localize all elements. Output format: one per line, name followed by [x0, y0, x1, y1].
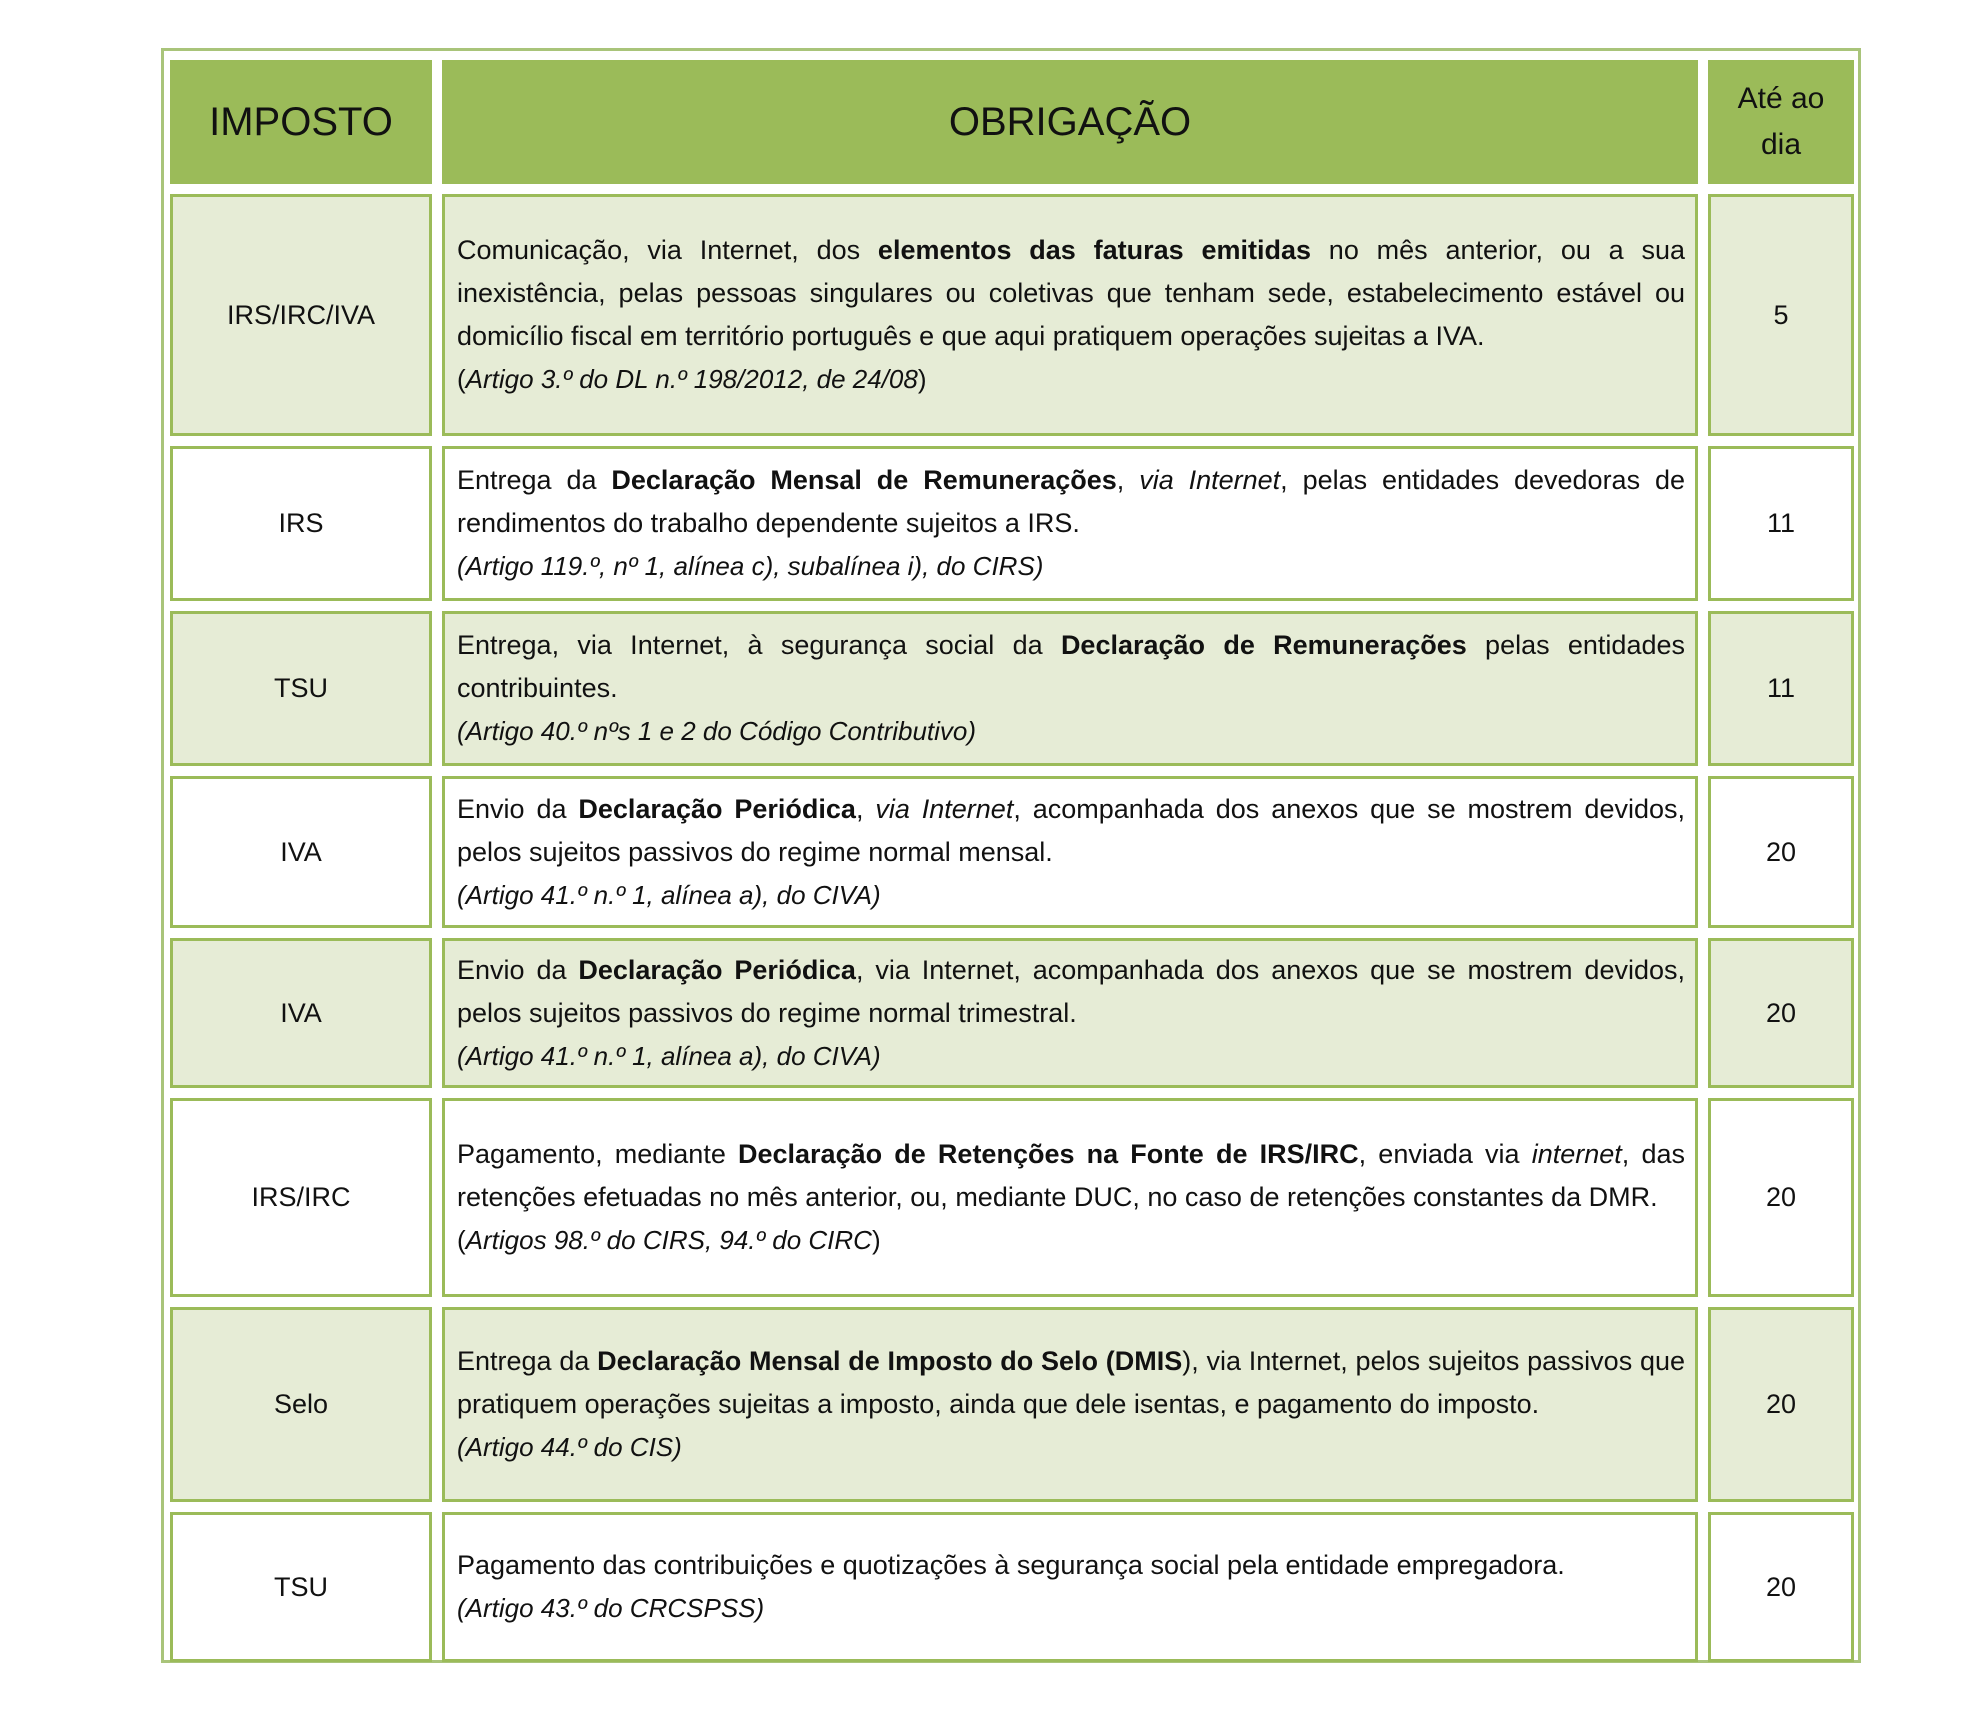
- due-day-cell: 11: [1708, 446, 1854, 601]
- text-segment: , via Internet, acompanhada dos anexos que se mostrem devidos, pelos sujeitos passivos do regime normal trimestral.: [457, 954, 1685, 1028]
- header-imposto: IMPOSTO: [170, 60, 432, 184]
- text-segment: (Artigo 44.º do CIS): [457, 1432, 682, 1462]
- obrigacao-cell: [442, 1512, 1698, 1662]
- imposto-cell: IVA: [170, 938, 432, 1088]
- text-segment: ,: [1116, 465, 1140, 495]
- imposto-cell: IRS/IRC/IVA: [170, 194, 432, 436]
- text-segment: (Artigo 41.º n.º 1, alínea a), do CIVA): [457, 879, 881, 910]
- text-segment: (Artigo 119.º, nº 1, alínea c), subalínea i), do CIRS): [457, 551, 1044, 581]
- imposto-cell: IVA: [170, 776, 432, 928]
- text-segment: Declaração Periódica: [578, 793, 856, 824]
- text-segment: ): [917, 364, 927, 394]
- text-segment: Entrega, via Internet, à segurança social da: [457, 630, 1061, 660]
- obligation-description: [457, 235, 1685, 351]
- legal-reference: [457, 1219, 1685, 1262]
- tax-obligations-table: [160, 50, 1864, 1672]
- text-segment: Declaração Mensal de Imposto do Selo (DMIS: [597, 1346, 1183, 1376]
- header-ate-ao-dia: [1708, 60, 1854, 184]
- table-row: [170, 776, 1854, 928]
- text-segment: Artigos 98.º do CIRS, 94.º do CIRC: [465, 1225, 872, 1255]
- text-segment: Declaração de Remunerações: [1060, 630, 1467, 660]
- text-segment: elementos das faturas emitidas: [877, 235, 1311, 265]
- text-segment: Envio da: [457, 793, 579, 824]
- obligation-description: [457, 630, 1685, 703]
- table-row: [170, 1512, 1854, 1662]
- table-row: [170, 446, 1854, 601]
- obrigacao-cell: [442, 611, 1698, 766]
- table-row: [170, 938, 1854, 1088]
- text-segment: Declaração de Retenções na Fonte de IRS/IRC: [738, 1139, 1359, 1169]
- text-segment: (Artigo 41.º n.º 1, alínea a), do CIVA): [457, 1040, 881, 1071]
- table-row: [170, 1307, 1854, 1502]
- due-day-cell: 20: [1708, 938, 1854, 1088]
- table-row: [170, 194, 1854, 436]
- obligation-description: [457, 465, 1685, 538]
- legal-reference: [457, 1426, 1685, 1469]
- legal-reference: [457, 358, 1685, 401]
- imposto-cell: TSU: [170, 1512, 432, 1662]
- header-dia-line2: dia: [1760, 128, 1802, 161]
- due-day-cell: 20: [1708, 776, 1854, 928]
- legal-reference: [457, 874, 1685, 917]
- text-segment: ), via Internet, pelos sujeitos passivos que pratiquem operações sujeitas a imposto, ainda que dele isentas, e pagamento do imposto.: [457, 1346, 1685, 1419]
- obligation-description: [457, 1139, 1685, 1212]
- imposto-cell: Selo: [170, 1307, 432, 1502]
- table-header-row: [170, 60, 1854, 184]
- text-segment: Declaração Mensal de Remunerações: [611, 465, 1117, 495]
- due-day-cell: 5: [1708, 194, 1854, 436]
- text-segment: internet: [1531, 1139, 1622, 1169]
- text-segment: Artigo 3.º do DL n.º 198/2012, de 24/08: [465, 364, 918, 394]
- imposto-cell: IRS: [170, 446, 432, 601]
- text-segment: pelas entidades contribuintes.: [457, 630, 1685, 703]
- text-segment: Entrega da: [457, 465, 612, 495]
- obligations-table-frame: [161, 48, 1861, 1663]
- text-segment: , enviada via: [1358, 1139, 1532, 1169]
- text-segment: Pagamento, mediante: [457, 1139, 738, 1169]
- obligation-description: [457, 955, 1685, 1028]
- imposto-cell: IRS/IRC: [170, 1098, 432, 1297]
- text-segment: , pelas entidades devedoras de rendimentos do trabalho dependente sujeitos a IRS.: [457, 465, 1685, 538]
- obligation-description: [457, 1550, 1565, 1580]
- legal-reference: [457, 1587, 1685, 1630]
- text-segment: no mês anterior, ou a sua inexistência, pelas pessoas singulares ou coletivas que tenham sede, estabelecimento estável ou domicílio fiscal em território português e que aqui pratiquem operações sujeitas a IVA.: [457, 235, 1686, 351]
- text-segment: (Artigo 40.º nºs 1 e 2 do Código Contributivo): [457, 716, 977, 746]
- text-segment: Envio da: [457, 954, 579, 985]
- obrigacao-cell: [442, 1307, 1698, 1502]
- imposto-cell: TSU: [170, 611, 432, 766]
- obrigacao-cell: [442, 446, 1698, 601]
- table-row: [170, 611, 1854, 766]
- text-segment: ): [871, 1225, 881, 1255]
- obrigacao-cell: [442, 938, 1698, 1088]
- due-day-cell: 20: [1708, 1512, 1854, 1662]
- due-day-cell: 20: [1708, 1307, 1854, 1502]
- legal-reference: [457, 545, 1685, 588]
- text-segment: Declaração Periódica: [578, 954, 856, 985]
- text-segment: , acompanhada dos anexos que se mostrem devidos, pelos sujeitos passivos do regime normal mensal.: [457, 793, 1685, 867]
- obligation-description: [457, 794, 1685, 867]
- text-segment: Pagamento das contribuições e quotizações à segurança social pela entidade empregadora.: [457, 1550, 1565, 1580]
- obrigacao-cell: [442, 1098, 1698, 1297]
- header-obrigacao: OBRIGAÇÃO: [442, 60, 1698, 184]
- obrigacao-cell: [442, 194, 1698, 436]
- text-segment: (: [457, 364, 466, 394]
- text-segment: , das retenções efetuadas no mês anterior, ou, mediante DUC, no caso de retenções constantes da DMR.: [457, 1139, 1685, 1212]
- text-segment: Comunicação, via Internet, dos: [457, 235, 878, 265]
- text-segment: ,: [855, 793, 876, 824]
- due-day-cell: 11: [1708, 611, 1854, 766]
- table-row: [170, 1098, 1854, 1297]
- text-segment: (Artigo 43.º do CRCSPSS): [457, 1593, 765, 1623]
- legal-reference: [457, 710, 1685, 753]
- text-segment: via Internet: [1139, 465, 1281, 495]
- obrigacao-cell: [442, 776, 1698, 928]
- text-segment: Entrega da: [457, 1346, 598, 1376]
- obligation-description: [457, 1346, 1685, 1419]
- header-dia-line1: Até ao: [1737, 82, 1825, 115]
- text-segment: (: [457, 1225, 466, 1255]
- text-segment: via Internet: [875, 793, 1014, 824]
- legal-reference: [457, 1035, 1685, 1078]
- due-day-cell: 20: [1708, 1098, 1854, 1297]
